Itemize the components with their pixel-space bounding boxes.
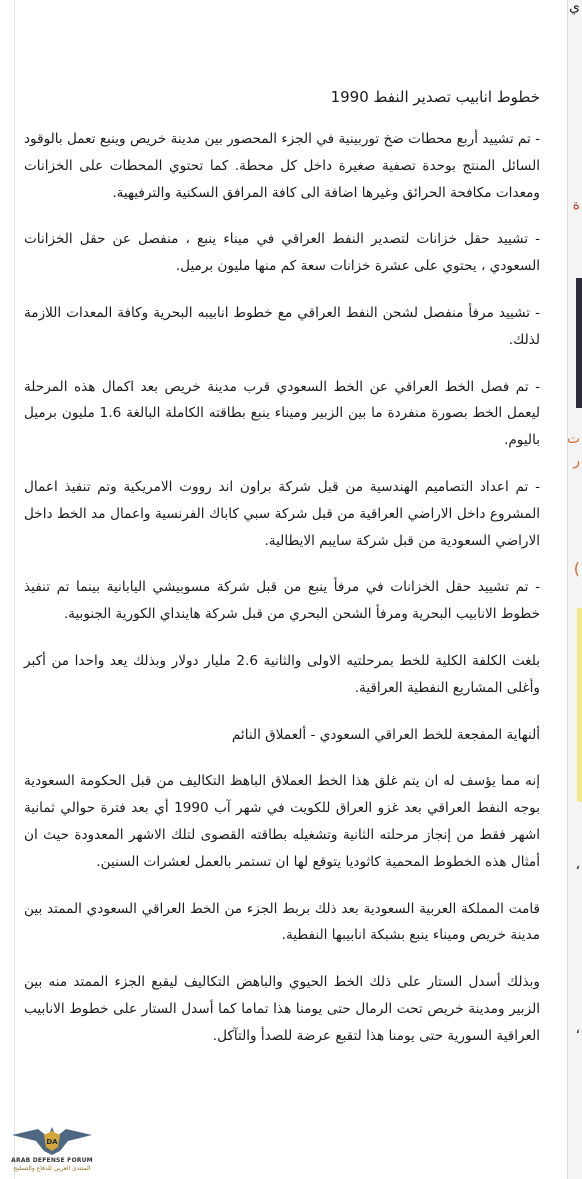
side-image-thumbnail [576,278,582,408]
right-strip-mark: ، [575,857,580,873]
article-subheading: ألنهاية المفجعة للخط العراقي السعودي - ألعملاق النائم [231,726,540,743]
article-paragraph: - تشييد حقل خزانات لتصدير النفط العراقي في ميناء ينبع ، منفصل عن حقل الخزانات السعودي ، يحتوي على عشرة خزانات سعة كم منها مليون برميل. [24,231,540,275]
article-body [24,70,540,1070]
right-strip-mark: ، [575,1021,580,1037]
right-strip-mark: ر [573,453,580,469]
right-strip-mark: ة [572,197,580,213]
logo-name: ARAB DEFENSE FORUM [11,1157,93,1164]
logo-tagline: المنتدى العربي للدفاع والتسليح [13,1165,91,1172]
right-strip-mark: ( [573,559,580,578]
article-paragraph: وبذلك أسدل الستار على ذلك الخط الحيوي والباهض التكاليف ليقبع الجزء الممتد منه بين الزبير ومدينة خريص تحت الرمال حتى يومنا هذا تماما كما أسدل الستار على خطوط الانابيب العراقية السورية حتى يومنا هذا لتقبع عرضة للصدأ والتآكل. [24,974,540,1044]
article-paragraph: - تم فصل الخط العراقي عن الخط السعودي قرب مدينة خريص بعد اكمال هذه المرحلة ليعمل الخط بصورة منفردة ما بين الزبير وميناء ينبع بطاقته الكاملة البالغة 1.6 مليون برميل باليوم. [24,378,540,449]
logo-initials: DA [46,1138,58,1146]
article-paragraph: - تم تشييد حقل الخزانات في مرفأ ينبع من قبل شركة مسوبيشي اليابانية بينما تم تنفيذ خطوط الانابيب البحرية ومرفأ الشحن البحري من قبل شركة هاينداي الكورية الجنوبية. [24,579,540,623]
right-side-strip [567,0,582,1179]
side-highlight-bar [577,608,582,802]
article-title: خطوط انابيب تصدير النفط 1990 [330,88,540,106]
article-paragraph: - تشييد مرفأ منفصل لشحن النفط العراقي مع خطوط انابيبه البحرية وكافة المعدات اللازمة لذلك. [24,304,540,348]
article-paragraph: إنه مما يؤسف له ان يتم غلق هذا الخط العملاق الباهظ التكاليف من قبل الحكومة السعودية بوجه النفط العراقي بعد غزو العراق للكويت في شهر آب 1990 أي بعد فترة حوالي ثمانية اشهر فقط من إنجاز مرحلته الثانية وتشغيله بطاقته القصوى لتلك الاشهر المعدودة حيث ان أمثال هذه الخطوط المحمية كاثوديا يتوقع لها ان تستمر بالعمل لعشرات السنين. [24,773,540,870]
right-strip-mark: ي [569,0,580,15]
eagle-emblem-icon [8,1121,96,1157]
article-paragraph: - تم تشييد أربع محطات ضخ توربينية في الجزء المحصور بين مدينة خريص وينبع تعمل بالوقود السائل المنتج بوحدة تصفية صغيرة داخل كل محطة. كما تحتوي المحطات على الخزانات ومعدات مكافحة الحرائق وغيرها اضافة الى كافة المرافق السكنية والترفيهية. [24,131,540,201]
article-paragraph: بلغت الكلفة الكلية للخط بمرحلتيه الاولى والثانية 2.6 مليار دولار وبذلك يعد واحدا من أكبر وأغلى المشاريع النفطية العراقية. [24,652,541,696]
left-gutter [0,0,15,1179]
article-paragraph: قامت المملكة العربية السعودية بعد ذلك بربط الجزء من الخط العراقي السعودي الممتد بين مدينة خريص وميناء ينبع بشبكة انابيبها النفطية. [24,900,540,944]
article-paragraph: - تم اعداد التصاميم الهندسية من قبل شركة براون اند رووت الامريكية وتم تنفيذ اعمال المشروع داخل الاراضي العراقية من قبل شركة سبي كاباك الفرنسية واعمال مد الخط داخل الاراضي السعودية من قبل شركة سايبم الايطالية. [24,478,540,549]
forum-watermark-logo [8,1121,96,1175]
right-strip-mark: ت [566,431,580,447]
